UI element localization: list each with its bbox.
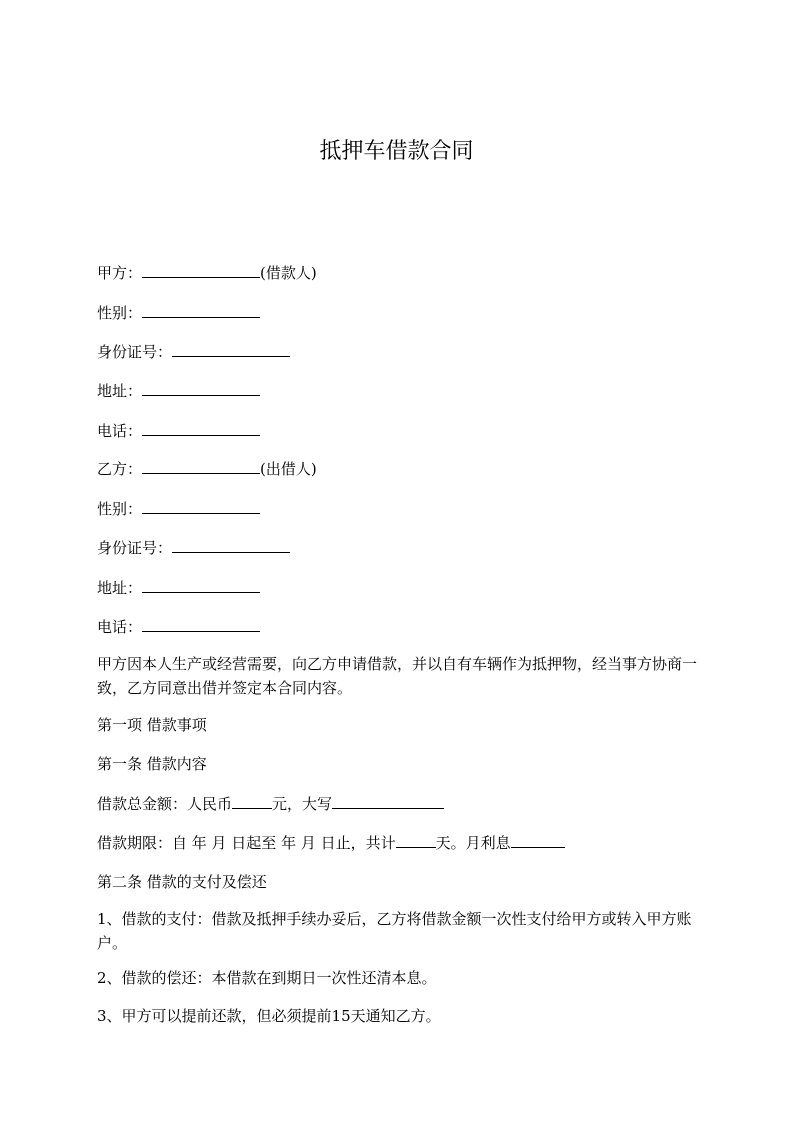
amount-prefix: 借款总金额：人民币 xyxy=(97,795,233,813)
party-b-id-blank[interactable] xyxy=(172,535,290,553)
amount-line xyxy=(97,791,702,816)
party-b-phone-blank[interactable] xyxy=(142,614,260,632)
party-a-label: 甲方： xyxy=(97,264,143,282)
party-a-id-label: 身份证号： xyxy=(97,343,173,361)
document-title: 抵押车借款合同 xyxy=(319,139,474,164)
clause-3: 3、甲方可以提前还款，但必须提前15天通知乙方。 xyxy=(97,1007,441,1025)
party-a-address-label: 地址： xyxy=(97,382,143,400)
party-b-gender-blank[interactable] xyxy=(142,496,260,514)
party-a-address-line xyxy=(97,378,702,403)
term-days-suffix: 天。月利息 xyxy=(435,834,511,852)
term-days-blank[interactable] xyxy=(396,830,436,848)
party-b-gender-label: 性别： xyxy=(97,500,143,518)
clause-2: 2、借款的偿还：本借款在到期日一次性还清本息。 xyxy=(97,969,437,987)
party-b-phone-label: 电话： xyxy=(97,618,143,636)
party-a-gender-line xyxy=(97,300,702,325)
article-1-heading: 第一条 借款内容 xyxy=(97,755,207,773)
party-a-phone-label: 电话： xyxy=(97,422,143,440)
section-1-heading: 第一项 借款事项 xyxy=(97,716,207,734)
party-a-address-blank[interactable] xyxy=(142,378,260,396)
amount-number-blank[interactable] xyxy=(232,791,272,809)
party-b-id-line xyxy=(97,535,702,560)
party-a-phone-blank[interactable] xyxy=(142,418,260,436)
party-a-line xyxy=(97,260,702,285)
term-text: 借款期限：自 年 月 日起至 年 月 日止，共计 xyxy=(97,834,396,852)
amount-uppercase-blank[interactable] xyxy=(332,791,444,809)
party-a-gender-label: 性别： xyxy=(97,304,143,322)
party-b-name-blank[interactable] xyxy=(142,456,260,474)
party-a-role: (借款人) xyxy=(260,264,317,282)
party-b-label: 乙方： xyxy=(97,460,143,478)
party-b-phone-line xyxy=(97,614,702,639)
party-b-line xyxy=(97,456,702,481)
party-b-role: (出借人) xyxy=(260,460,317,478)
amount-unit: 元，大写 xyxy=(272,795,333,813)
party-a-id-blank[interactable] xyxy=(172,339,290,357)
intro-paragraph: 甲方因本人生产或经营需要，向乙方申请借款，并以自有车辆作为抵押物，经当事方协商一致，乙方同意出借并签定本合同内容。 xyxy=(97,655,698,697)
party-a-name-blank[interactable] xyxy=(142,260,260,278)
party-a-gender-blank[interactable] xyxy=(142,300,260,318)
article-2-heading: 第二条 借款的支付及偿还 xyxy=(97,873,267,891)
party-b-address-blank[interactable] xyxy=(142,575,260,593)
party-a-phone-line xyxy=(97,418,702,443)
term-line xyxy=(97,830,702,855)
party-a-id-line xyxy=(97,339,702,364)
party-b-id-label: 身份证号： xyxy=(97,539,173,557)
party-b-address-label: 地址： xyxy=(97,579,143,597)
party-b-gender-line xyxy=(97,496,702,521)
clause-1: 1、借款的支付：借款及抵押手续办妥后，乙方将借款金额一次性支付给甲方或转入甲方账户。 xyxy=(97,910,692,952)
party-b-address-line xyxy=(97,575,702,600)
monthly-interest-blank[interactable] xyxy=(511,830,565,848)
